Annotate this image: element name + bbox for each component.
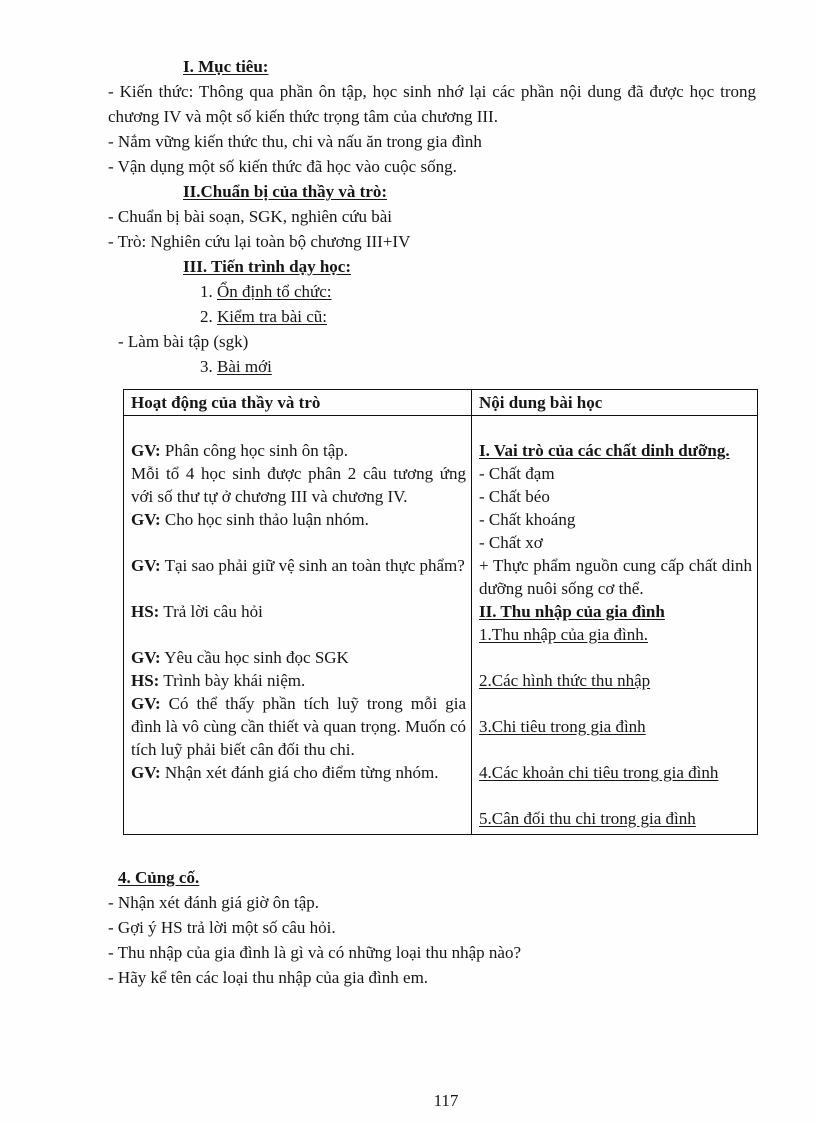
spacer — [479, 692, 752, 715]
para-chuan-bi-bai-soan: - Chuẩn bị bài soạn, SGK, nghiên cứu bài — [108, 207, 393, 226]
para-lam-bai-tap: - Làm bài tập (sgk) — [118, 332, 249, 351]
para-nam-vung: - Nắm vững kiến thức thu, chi và nấu ăn trong gia đình — [108, 132, 482, 151]
content-subitem: 4.Các khoản chi tiêu trong gia đình — [479, 763, 719, 782]
speaker-prefix: GV: — [131, 510, 161, 529]
activity-line — [131, 600, 466, 623]
lesson-activity-table — [123, 389, 758, 835]
content-item: - Chất đạm — [479, 464, 555, 483]
spacer — [131, 531, 466, 554]
speaker-prefix: GV: — [131, 694, 161, 713]
cell-teacher-student-activities — [124, 416, 472, 835]
bottom-section — [0, 865, 816, 990]
para-kien-thuc: - Kiến thức: Thông qua phần ôn tập, học sinh nhớ lại các phần nội dung đã được học trong chương IV và một số kiến thức trọng tâm của chương III. — [108, 82, 756, 126]
step-kiem-tra-bai-cu — [200, 304, 756, 329]
content-subitem: 5.Cân đối thu chi trong gia đình — [479, 809, 696, 828]
activity-text: Phân công học sinh ôn tập. — [164, 441, 349, 460]
heading-chuan-bi — [183, 179, 756, 204]
content-heading-thu-nhap: II. Thu nhập của gia đình — [479, 602, 665, 621]
activity-line — [131, 646, 466, 669]
table-body-row — [124, 416, 758, 835]
step-number: 3. — [200, 357, 213, 376]
content-item: - Chất béo — [479, 487, 550, 506]
page-number: 117 — [433, 1091, 459, 1110]
step-on-dinh-to-chuc — [200, 279, 756, 304]
heading-muc-tieu-text: I. Mục tiêu: — [183, 57, 269, 76]
speaker-prefix: HS: — [131, 671, 160, 690]
content-item: - Chất khoáng — [479, 510, 576, 529]
activity-line — [131, 761, 466, 784]
spacer — [131, 416, 466, 439]
heading-cung-co-text: 4. Củng cố. — [118, 868, 200, 887]
heading-muc-tieu — [183, 54, 756, 79]
speaker-prefix: GV: — [131, 648, 161, 667]
para-tro-nghien-cuu: - Trò: Nghiên cứu lại toàn bộ chương III+IV — [108, 232, 411, 251]
content-subitem: 2.Các hình thức thu nhập — [479, 671, 651, 690]
top-section — [0, 54, 816, 379]
column-header-content: Nội dung bài học — [472, 390, 758, 416]
activity-line — [131, 508, 466, 531]
content-note: + Thực phẩm nguồn cung cấp chất dinh dưỡng nuôi sống cơ thể. — [479, 556, 752, 598]
step-bai-moi — [200, 354, 756, 379]
table-header-row — [124, 390, 758, 416]
speaker-prefix: GV: — [131, 763, 161, 782]
step-label: Kiểm tra bài cũ: — [217, 307, 327, 326]
activity-text: Có thể thấy phần tích luỹ trong mỗi gia đình là vô cùng cần thiết và quan trọng. Muốn có tích luỹ phải biết cân đối thu chi. — [131, 694, 466, 759]
step-label: Bài mới — [217, 357, 272, 376]
speaker-prefix: GV: — [131, 441, 161, 460]
cung-co-item: - Thu nhập của gia đình là gì và có những loại thu nhập nào? — [108, 943, 522, 962]
activity-text: Trình bày khái niệm. — [163, 671, 306, 690]
heading-cung-co — [118, 865, 756, 890]
content-subitem: 1.Thu nhập của gia đình. — [479, 625, 649, 644]
spacer — [479, 416, 752, 439]
step-number: 1. — [200, 282, 213, 301]
content-heading-vai-tro: I. Vai trò của các chất dinh dưỡng. — [479, 441, 730, 460]
activity-text: Cho học sinh thảo luận nhóm. — [164, 510, 369, 529]
cell-lesson-content — [472, 416, 758, 835]
activity-line — [131, 554, 466, 577]
heading-tien-trinh-text: III. Tiến trình dạy học: — [183, 257, 351, 276]
spacer — [131, 577, 466, 600]
cung-co-item: - Gợi ý HS trả lời một số câu hỏi. — [108, 918, 336, 937]
content-subitem: 3.Chi tiêu trong gia đình — [479, 717, 646, 736]
cung-co-item: - Nhận xét đánh giá giờ ôn tập. — [108, 893, 320, 912]
heading-tien-trinh — [183, 254, 756, 279]
speaker-prefix: HS: — [131, 602, 160, 621]
spacer — [479, 738, 752, 761]
activity-text: Trả lời câu hỏi — [163, 602, 263, 621]
column-header-activities: Hoạt động của thầy và trò — [124, 390, 472, 416]
activity-text: Tại sao phải giữ vệ sinh an toàn thực phẩm? — [164, 556, 465, 575]
cung-co-item: - Hãy kể tên các loại thu nhập của gia đình em. — [108, 968, 429, 987]
content-item: - Chất xơ — [479, 533, 543, 552]
para-van-dung: - Vận dụng một số kiến thức đã học vào cuộc sống. — [108, 157, 457, 176]
heading-chuan-bi-text: II.Chuẩn bị của thầy và trò: — [183, 182, 388, 201]
activity-line — [131, 669, 466, 692]
spacer — [131, 623, 466, 646]
step-label: Ổn định tổ chức: — [217, 282, 332, 301]
activity-line — [131, 692, 466, 761]
activity-line — [131, 439, 466, 462]
activity-line: Mỗi tổ 4 học sinh được phân 2 câu tương ứng với số thư tự ở chương III và chương IV. — [131, 464, 466, 506]
spacer — [479, 784, 752, 807]
activity-text: Nhận xét đánh giá cho điểm từng nhóm. — [164, 763, 439, 782]
spacer — [479, 646, 752, 669]
speaker-prefix: GV: — [131, 556, 161, 575]
activity-text: Yêu cầu học sinh đọc SGK — [164, 648, 349, 667]
step-number: 2. — [200, 307, 213, 326]
